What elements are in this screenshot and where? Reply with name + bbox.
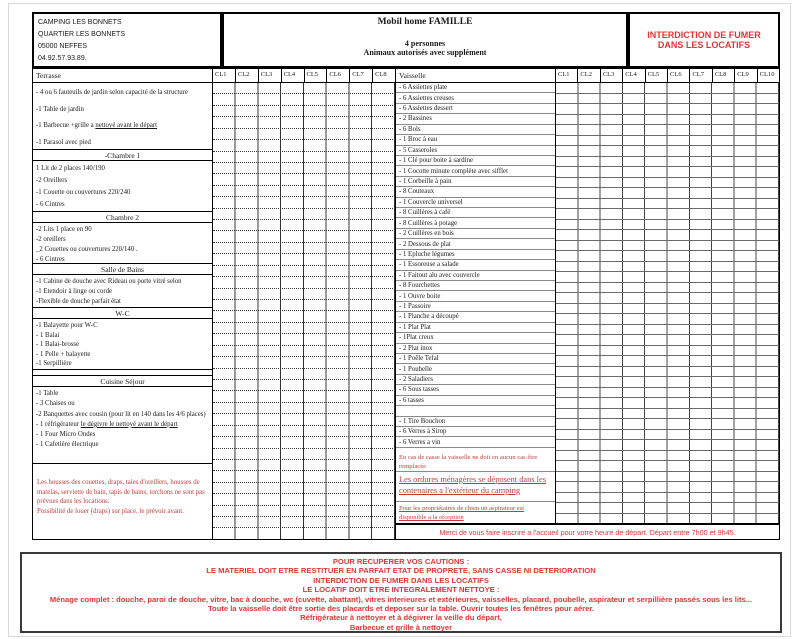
- footer-line: LE MATERIEL DOIT ETRE RESTITUER EN PARFAIT ETAT DE PROPRETE, SANS CASSE NI DETERIORATION: [206, 566, 596, 576]
- no-smoking-box: [628, 12, 780, 68]
- grid-row: [556, 335, 779, 346]
- grid-row: [556, 440, 779, 451]
- cl-header-cell: CL3: [259, 69, 282, 82]
- grid-row: [556, 482, 779, 493]
- grid-row: [213, 129, 395, 140]
- grid-row: [213, 94, 395, 105]
- cl-header-cell: CL5: [305, 69, 328, 82]
- inventory-item: -2 Lits 1 place en 90: [36, 226, 92, 233]
- grid-row: [213, 174, 395, 185]
- grid-row: [213, 369, 395, 380]
- inventory-item: 1 Lit de 2 places 140/190: [36, 165, 105, 172]
- inventory-item: - 1 Cafetière électrique: [36, 441, 99, 449]
- grid-row: [213, 152, 395, 163]
- vaisselle-item: - 8 Cuillères à café: [396, 208, 555, 218]
- vaisselle-item: - 2 Dessous de plat: [396, 239, 555, 249]
- departure-note-row: [395, 524, 780, 540]
- grid-row: [213, 140, 395, 151]
- grid-row: [213, 506, 395, 517]
- grid-row: [556, 262, 779, 273]
- vaisselle-item: - 1 Tire Bouchon: [396, 417, 555, 427]
- inventory-item: - 1 Four Micro Ondes: [36, 431, 96, 439]
- grid-row: [213, 289, 395, 300]
- grid-row: [556, 461, 779, 472]
- grid-row: [213, 231, 395, 242]
- vaisselle-item: - 1 Epluche légumes: [396, 250, 555, 260]
- grid-row: [556, 419, 779, 430]
- vaisselle-item: - 8 Cuillères à potage: [396, 218, 555, 228]
- vaisselle-item: - 1 Faitout alu avec couvercle: [396, 271, 555, 281]
- cl-header-row-right: [556, 69, 779, 83]
- inventory-item: - 3 Chaises ou: [36, 400, 75, 408]
- grid-row: [556, 388, 779, 399]
- footer-line: Toute la vaisselle doit être sortie des placards et deposer sur la table. Ouvrir toutes les fenêtres pour aérer.: [207, 604, 595, 614]
- vaisselle-note: En cas de casse la vaisselle ne doit en aucun cas être remplacée: [396, 448, 555, 472]
- grid-row: [213, 449, 395, 460]
- grid-row: [556, 167, 779, 178]
- no-smoking-text: INTERDICTION DE FUMER DANS LES LOCATIFS: [647, 30, 761, 50]
- grid-row: [556, 409, 779, 420]
- footer-line: Réfrigérateur à nettoyer et à dégivrer la veille du départ,: [300, 613, 502, 623]
- grid-row: [213, 277, 395, 288]
- grid-row: [556, 199, 779, 210]
- vaisselle-item: - 6 tasses: [396, 396, 555, 406]
- cl-header-cell: CL8: [713, 69, 735, 82]
- section-items: [33, 387, 212, 463]
- vaisselle-item: - 1 Poubelle: [396, 364, 555, 374]
- inventory-item: -2 Banquettes avec cousin (pour lit en 140 dans les 4/6 places): [36, 410, 206, 418]
- inventory-item: - 1 réfrigérateur le dégivre le nettoyé avant le départ: [36, 420, 178, 428]
- grid-row: [556, 94, 779, 105]
- cl-header-cell: CL8: [375, 71, 387, 78]
- footer-line: LE LOCATIF DOIT ETRE INTEGRALEMENT NETTOYE :: [302, 585, 500, 595]
- vaisselle-note: Les ordures ménagères se déposent dans les contenaires a l'extérieur du camping: [396, 472, 555, 502]
- inventory-item: -1 Couette ou couvertures 220/240: [36, 189, 131, 196]
- grid-row: [213, 243, 395, 254]
- grid-row: [556, 241, 779, 252]
- inventory-item: -1 Serpillière: [36, 360, 72, 368]
- inventory-item: -1 Cabine de douche avec Rideau ou porte vitré selon: [36, 278, 182, 285]
- vaisselle-item: - 8 Fourchettes: [396, 281, 555, 291]
- grid-row: [213, 186, 395, 197]
- items-column: [32, 68, 213, 540]
- vaisselle-item: - 1 Essoreuse a salade: [396, 260, 555, 270]
- grid-row: [213, 311, 395, 322]
- grid-row: [556, 325, 779, 336]
- grid-row: [556, 230, 779, 241]
- inventory-item: -2 oreillers: [36, 236, 66, 243]
- grid-row: [213, 254, 395, 265]
- vaisselle-item: - 2 Cuillères en bois: [396, 229, 555, 239]
- animals-text: Animaux autorisés avec supplément: [363, 48, 487, 57]
- grid-row: [556, 503, 779, 514]
- section-header: -Chambre 1: [33, 149, 212, 161]
- inventory-item: -1 Barbecue +grille a nettoyé avant le départ: [36, 122, 158, 129]
- grid-row: [213, 300, 395, 311]
- vaisselle-item: - 1 Plat Plat: [396, 323, 555, 333]
- grid-row: [213, 83, 395, 94]
- capacity-text: 4 personnes: [404, 39, 446, 48]
- grid-row: [213, 494, 395, 505]
- grid-row: [213, 117, 395, 128]
- grid-row: [556, 472, 779, 483]
- footer-line: POUR RECUPERER VOS CAUTIONS :: [332, 557, 470, 566]
- vaisselle-item: - 6 Verres à Sirop: [396, 427, 555, 437]
- vaisselle-item: - 1Plat creux: [396, 333, 555, 343]
- grid-row: [213, 483, 395, 494]
- grid-row: [213, 391, 395, 402]
- grid-row: [556, 188, 779, 199]
- cl-header-cell: CL7: [350, 69, 373, 82]
- grid-row: [556, 356, 779, 367]
- grid-row: [556, 430, 779, 441]
- grid-row: [556, 367, 779, 378]
- vaisselle-note: Pour les propriétaires de chien un aspirateur est disponible a la réception: [399, 505, 525, 521]
- footer-line: Ménage complet : douche, paroi de douche, vitre, bac à douche, wc (cuvette, abattant), vitres interieures et extérieures, vaisselles, placard, poubelle, aspirateur et serpillière passés sous les lits...: [49, 594, 753, 604]
- grid-row: [556, 377, 779, 388]
- grid-row: [556, 293, 779, 304]
- section-items: [33, 319, 212, 369]
- grid-row: [556, 304, 779, 315]
- inventory-item: -1 Etendoir à linge ou corde: [36, 288, 113, 295]
- grid-row: [556, 220, 779, 231]
- cl-header-cell: CL10: [759, 71, 775, 78]
- grid-row: [556, 451, 779, 462]
- grid-row: [556, 209, 779, 220]
- grid-row: [556, 314, 779, 325]
- checklist-grid-right: [556, 83, 779, 523]
- address-line: QUARTIER LES BONNETS: [38, 31, 126, 38]
- title-box: [222, 12, 628, 68]
- grid-row: [213, 528, 395, 538]
- vaisselle-items: [396, 83, 555, 448]
- section-items: [33, 83, 212, 149]
- grid-row: [213, 471, 395, 482]
- cl-header-cell: CL7: [690, 69, 712, 82]
- cl-header-cell: CL5: [646, 69, 668, 82]
- vaisselle-item: - 6 Sous tasses: [396, 385, 555, 395]
- inventory-item: -1 Balayette pour W-C: [36, 322, 98, 329]
- section-items: [33, 161, 212, 211]
- inventory-item: - 4 ou 6 fauteuils de jardin selon capacité de la structure: [36, 89, 188, 96]
- grid-row: [213, 517, 395, 528]
- vaisselle-item: - 1 Corbeille à pain: [396, 177, 555, 187]
- grid-row: [213, 403, 395, 414]
- grid-row: [556, 83, 779, 94]
- vaisselle-item: - 1 Passoire: [396, 302, 555, 312]
- grid-row: [556, 283, 779, 294]
- section-header: Salle de Bains: [33, 263, 212, 275]
- grid-row: [213, 357, 395, 368]
- vaisselle-item: - 5 Casseroles: [396, 146, 555, 156]
- footer-instructions-box: [20, 552, 782, 633]
- vaisselle-item: - 2 Plat inox: [396, 344, 555, 354]
- section-items: [33, 223, 212, 263]
- grid-row: [213, 209, 395, 220]
- grid-row: [213, 426, 395, 437]
- section-items: [33, 275, 212, 307]
- vaisselle-item: - 6 Assiettes plate: [396, 83, 555, 93]
- doc-title: Mobil home FAMILLE: [377, 17, 473, 27]
- vaisselle-column: [395, 68, 556, 524]
- inventory-item: -1 Parasol avec pied: [36, 138, 91, 146]
- vaisselle-item: - 1 Planche a découpé: [396, 312, 555, 322]
- cl-header-cell: CL1: [213, 69, 236, 82]
- vaisselle-item: - 1 Couvercle universel: [396, 198, 555, 208]
- grid-row: [556, 146, 779, 157]
- cl-header-cell: CL4: [282, 69, 305, 82]
- section-header: Cuisine Séjour: [33, 375, 212, 387]
- grid-row: [556, 272, 779, 283]
- grid-row: [213, 414, 395, 425]
- grid-row: [556, 493, 779, 504]
- grid-row: [213, 197, 395, 208]
- grid-row: [213, 437, 395, 448]
- cl-grid-left: [212, 68, 396, 540]
- vaisselle-item: - 6 Assiettes creuses: [396, 93, 555, 103]
- grid-row: [556, 136, 779, 147]
- grid-row: [556, 251, 779, 262]
- note-paragraph: Les housses des couettes, draps, taies d'oreillers, housses de matelas, serviette de bain, tapis de bains, torchons ne sont pas prévues dans les locations.: [37, 479, 205, 505]
- vaisselle-item: - 6 Assiettes dessert: [396, 104, 555, 114]
- vaisselle-item: - 6 Bols: [396, 125, 555, 135]
- inventory-item: _2 Couettes ou couvertures 220/140 .: [36, 246, 138, 253]
- address-line: 05000 NEFFES: [38, 43, 88, 50]
- grid-row: [213, 460, 395, 471]
- vaisselle-item: [396, 406, 555, 416]
- inventory-item: - 6 Cintres: [36, 201, 65, 208]
- cl-header-cell: CL3: [601, 69, 623, 82]
- cl-header-cell: CL4: [623, 69, 645, 82]
- footer-line: INTERDICTION DE FUMER DANS LES LOCATIFS: [313, 575, 489, 585]
- cl-header-cell: CL1: [556, 69, 578, 82]
- vaisselle-item: - 1 Poêle Tefal: [396, 354, 555, 364]
- cl-header-cell: CL2: [236, 69, 259, 82]
- vaisselle-item: - 2 Bassines: [396, 114, 555, 124]
- grid-row: [556, 514, 779, 524]
- grid-row: [213, 323, 395, 334]
- grid-row: [213, 266, 395, 277]
- vaisselle-item: - 1 Clé pour boite à sardine: [396, 156, 555, 166]
- grid-row: [213, 106, 395, 117]
- cl-grid-right: [555, 68, 780, 524]
- grid-row: [556, 346, 779, 357]
- checklist-grid-left: [213, 83, 395, 539]
- left-note-box: [33, 463, 212, 539]
- grid-row: [213, 380, 395, 391]
- inventory-item: -2 Oreillers: [36, 177, 68, 184]
- grid-row: [556, 125, 779, 136]
- vaisselle-item: - 1 Broc à eau: [396, 135, 555, 145]
- inventory-item: - 1 Balai: [36, 331, 60, 339]
- cl-header-cell: CL2: [578, 69, 600, 82]
- grid-row: [556, 157, 779, 168]
- inventory-item: -Flexible de douche parfait état: [36, 298, 121, 305]
- vaisselle-item: - 8 Couteaux: [396, 187, 555, 197]
- inventory-item: - 1 Pelle + balayette: [36, 350, 91, 358]
- cl-header-cell: CL9: [735, 69, 757, 82]
- grid-row: [213, 220, 395, 231]
- vaisselle-header: Vaisselle: [396, 69, 555, 83]
- cl-header-cell: CL6: [668, 69, 690, 82]
- grid-row: [556, 104, 779, 115]
- grid-row: [213, 334, 395, 345]
- cl-header-cell: CL6: [327, 69, 350, 82]
- section-header: Chambre 2: [33, 211, 212, 223]
- inventory-item: - 1 Balai-brosse: [36, 341, 80, 349]
- vaisselle-item: - 1 Ouvre boite: [396, 291, 555, 301]
- grid-row: [556, 178, 779, 189]
- inventory-item: -1 Table de jardin: [36, 105, 84, 113]
- grid-row: [556, 115, 779, 126]
- terrasse-header: Terrasse: [33, 69, 212, 83]
- section-header: W-C: [33, 307, 212, 319]
- underlined-text: le dégivre le nettoyé avant le départ: [80, 420, 178, 428]
- departure-note-text: Merci de vous faire inscrire a l'accueil pour votre heure de départ. Départ entre 7h00 et 9h45.: [439, 527, 736, 537]
- cl-header-row-left: [213, 69, 395, 83]
- vaisselle-item: - 2 Saladiers: [396, 375, 555, 385]
- grid-row: [213, 163, 395, 174]
- vaisselle-item: - 1 Cocotte minute complète avec sifflet: [396, 166, 555, 176]
- inventory-item: -1 Table: [36, 390, 59, 397]
- vaisselle-notes: [396, 448, 555, 523]
- note-paragraph: Possibilité de louer (draps) sur place, le prévoir avant.: [37, 507, 184, 515]
- address-line: 04.92.57.93.89.: [38, 55, 87, 62]
- grid-row: [556, 398, 779, 409]
- grid-row: [213, 346, 395, 357]
- inventory-item: - 6 Cintres: [36, 256, 65, 263]
- underlined-text: nettoyé avant le départ: [95, 122, 158, 129]
- inventory-table: [32, 12, 780, 542]
- footer-line: Barbecue et grille à nettoyer: [349, 622, 453, 632]
- vaisselle-item: - 6 Verres a vin: [396, 437, 555, 447]
- camp-address-box: [32, 12, 222, 68]
- address-line: CAMPING LES BONNETS: [38, 19, 122, 26]
